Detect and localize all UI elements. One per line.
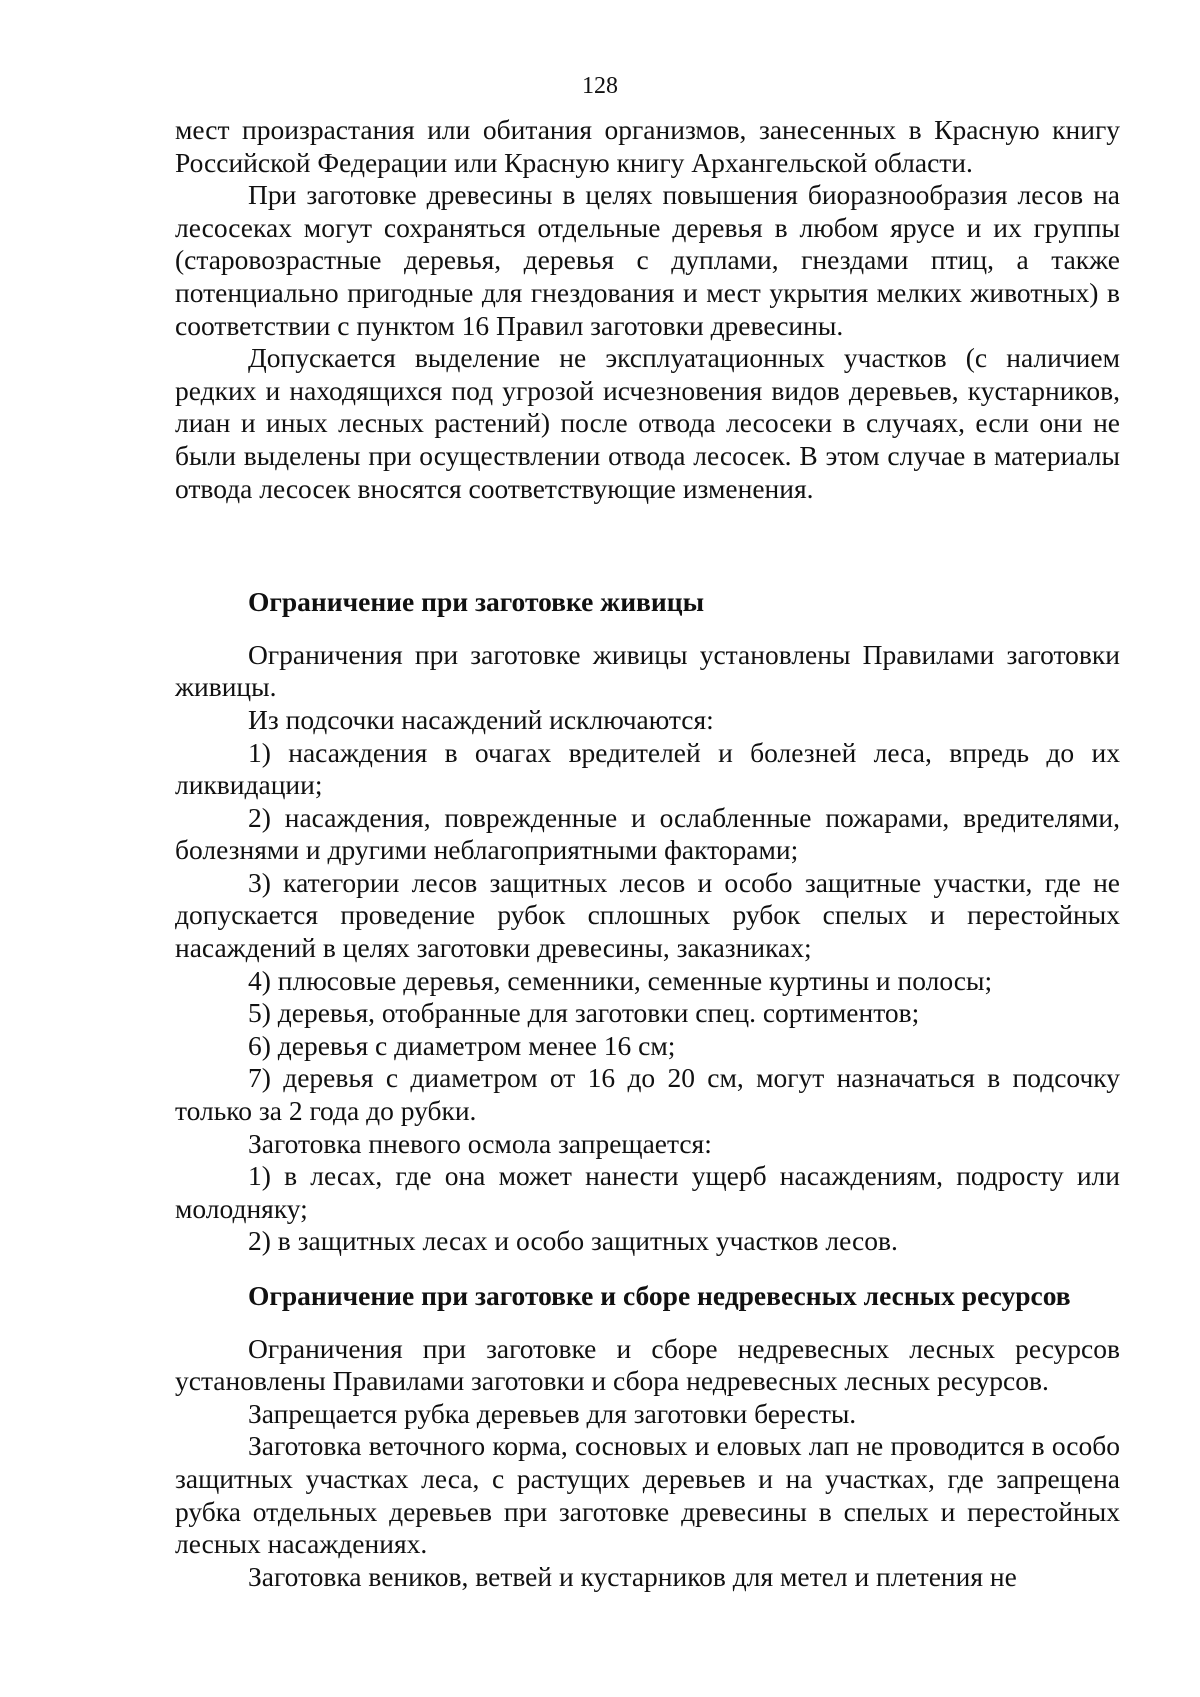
nonwood-paragraph: Запрещается рубка деревьев для заготовки бересты. — [248, 1397, 857, 1429]
exclusions-intro: Из подсочки насаждений исключаются: — [248, 703, 714, 735]
continuation-paragraph: мест произрастания или обитания организмов, занесенных в Красную книгу Российской Федерации или Красную книгу Архангельской области. — [175, 114, 1120, 178]
intro-paragraph: При заготовке древесины в целях повышения биоразнообразия лесов на лесосеках могут сохраняться отдельные деревья в любом ярусе и их группы (старовозрастные деревья, деревья с дуплами, гнездами птиц, а также потенциально пригодные для гнездования и мест укрытия мелких животных) в соответствии с пунктом 16 Правил заготовки древесины. — [175, 179, 1120, 341]
stump-resin-intro: Заготовка пневого осмола запрещается: — [248, 1127, 712, 1159]
stump-resin-item: 2) в защитных лесах и особо защитных участков лесов. — [248, 1225, 898, 1257]
exclusion-item: 6) деревья с диаметром менее 16 см; — [248, 1029, 676, 1061]
page-number: 128 — [582, 73, 618, 99]
section-spacer — [175, 505, 1120, 586]
nonwood-paragraph: Заготовка веников, ветвей и кустарников для метел и плетения не — [248, 1560, 1017, 1592]
section-spacer — [175, 1258, 1120, 1280]
stump-resin-item: 1) в лесах, где она может нанести ущерб насаждениям, подросту или молодняку; — [175, 1160, 1120, 1224]
nonwood-paragraph: Ограничения при заготовке и сборе недревесных лесных ресурсов установлены Правилами заготовки и сбора недревесных лесных ресурсов. — [175, 1332, 1120, 1397]
section-heading-resin: Ограничение при заготовке живицы — [248, 586, 705, 618]
page-content — [175, 114, 1120, 1593]
nonwood-paragraph: Заготовка веточного корма, сосновых и еловых лап не проводится в особо защитных участках леса, с растущих деревьев и на участках, где запрещена рубка отдельных деревьев при заготовке древесины в спелых и перестойных лесных насаждениях. — [175, 1430, 1120, 1560]
section-heading-nonwood: Ограничение при заготовке и сборе недревесных лесных ресурсов — [248, 1280, 1071, 1311]
heading-spacer — [175, 1313, 1120, 1333]
intro-paragraph: Допускается выделение не эксплуатационных участков (с наличием редких и находящихся под угрозой исчезновения видов деревьев, кустарников, лиан и иных лесных растений) после отвода лесосеки в случаях, если они не были выделены при осуществлении отвода лесосек. В этом случае в материалы отвода лесосек вносятся соответствующие изменения. — [175, 342, 1120, 504]
exclusion-item: 4) плюсовые деревья, семенники, семенные куртины и полосы; — [248, 964, 993, 996]
exclusion-item: 5) деревья, отобранные для заготовки спец. сортиментов; — [248, 997, 920, 1029]
heading-spacer — [175, 619, 1120, 639]
exclusion-item: 2) насаждения, поврежденные и ослабленные пожарами, вредителями, болезнями и другими неблагоприятными факторами; — [175, 801, 1120, 866]
resin-lead-paragraph: Ограничения при заготовке живицы установлены Правилами заготовки живицы. — [175, 638, 1120, 703]
exclusion-item: 7) деревья с диаметром от 16 до 20 см, могут назначаться в подсочку только за 2 года до рубки. — [175, 1062, 1120, 1127]
exclusion-item: 1) насаждения в очагах вредителей и болезней леса, впредь до их ликвидации; — [175, 736, 1120, 801]
exclusion-item: 3) категории лесов защитных лесов и особо защитные участки, где не допускается проведение рубок сплошных рубок спелых и перестойных насаждений в целях заготовки древесины, заказниках; — [175, 866, 1120, 964]
